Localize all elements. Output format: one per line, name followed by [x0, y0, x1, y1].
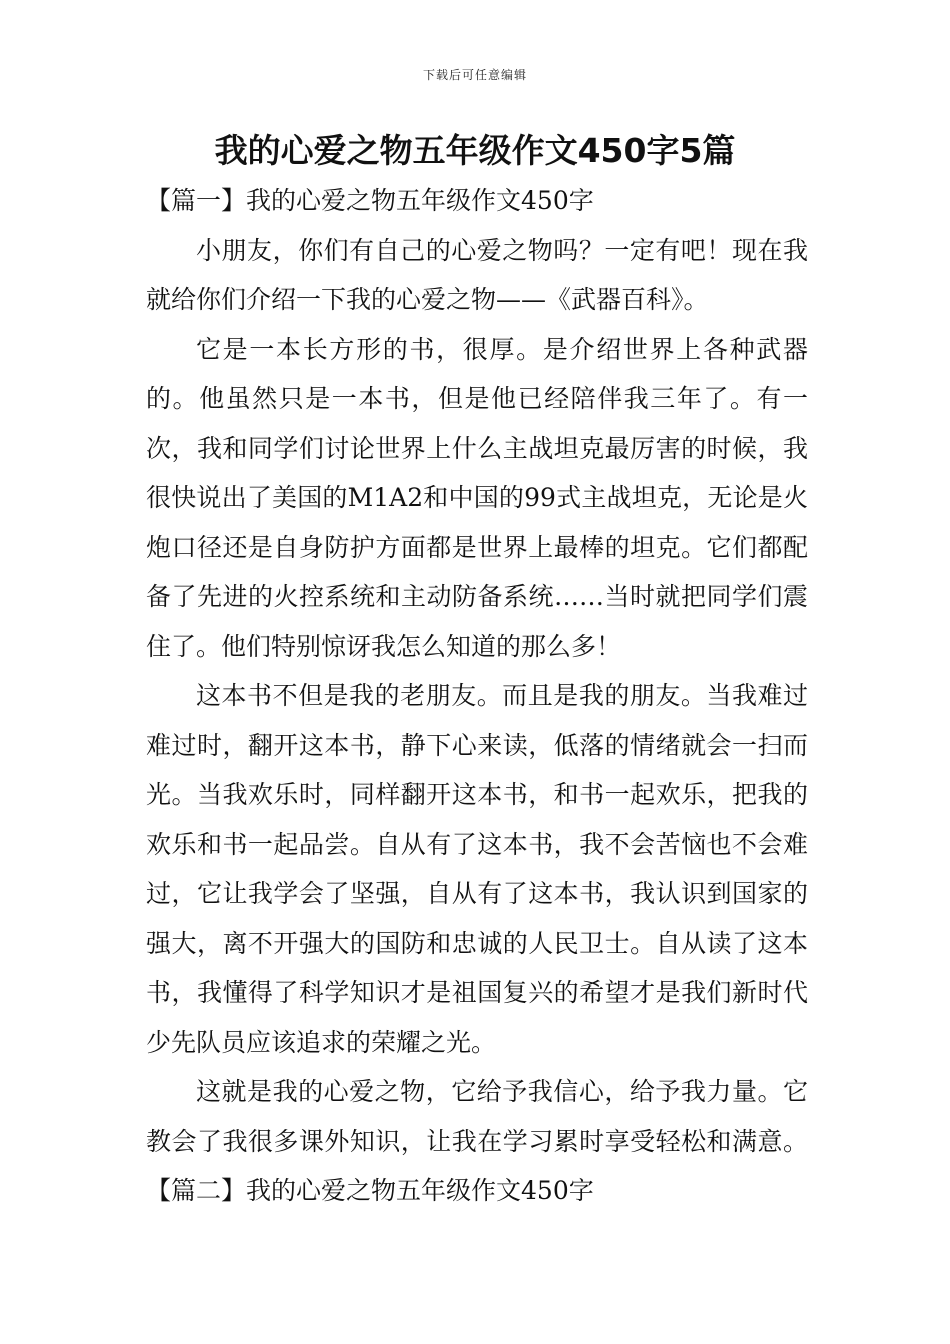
- paragraph-4: 这就是我的心爱之物，它给予我信心，给予我力量。它教会了我很多课外知识，让我在学习累时享受轻松和满意。【篇二】我的心爱之物五年级作文450字: [146, 1077, 808, 1205]
- header-note: 下载后可任意编辑: [422, 68, 527, 82]
- document-body: [146, 176, 808, 1216]
- paragraph-3: 这本书不但是我的老朋友。而且是我的朋友。当我难过难过时，翻开这本书，静下心来读，低落的情绪就会一扫而光。当我欢乐时，同样翻开这本书，和书一起欢乐，把我的欢乐和书一起品尝。自从有了这本书，我不会苦恼也不会难过，它让我学会了坚强，自从有了这本书，我认识到国家的强大，离不开强大的国防和忠诚的人民卫士。自从读了这本书，我懂得了科学知识才是祖国复兴的希望才是我们新时代少先队员应该追求的荣耀之光。: [146, 681, 808, 1057]
- paragraph-2: 它是一本长方形的书，很厚。是介绍世界上各种武器的。他虽然只是一本书，但是他已经陪伴我三年了。有一次，我和同学们讨论世界上什么主战坦克最厉害的时候，我很快说出了美国的M1A2和中国的99式主战坦克，无论是火炮口径还是自身防护方面都是世界上最棒的坦克。它们都配备了先进的火控系统和主动防备系统……当时就把同学们震住了。他们特别惊讶我怎么知道的那么多！: [146, 334, 808, 661]
- paragraph-1: 小朋友，你们有自己的心爱之物吗？一定有吧！现在我就给你们介绍一下我的心爱之物——《武器百科》。: [146, 235, 808, 314]
- document-title: 我的心爱之物五年级作文450字5篇: [214, 131, 736, 170]
- section-heading-1: 【篇一】我的心爱之物五年级作文450字: [146, 186, 594, 215]
